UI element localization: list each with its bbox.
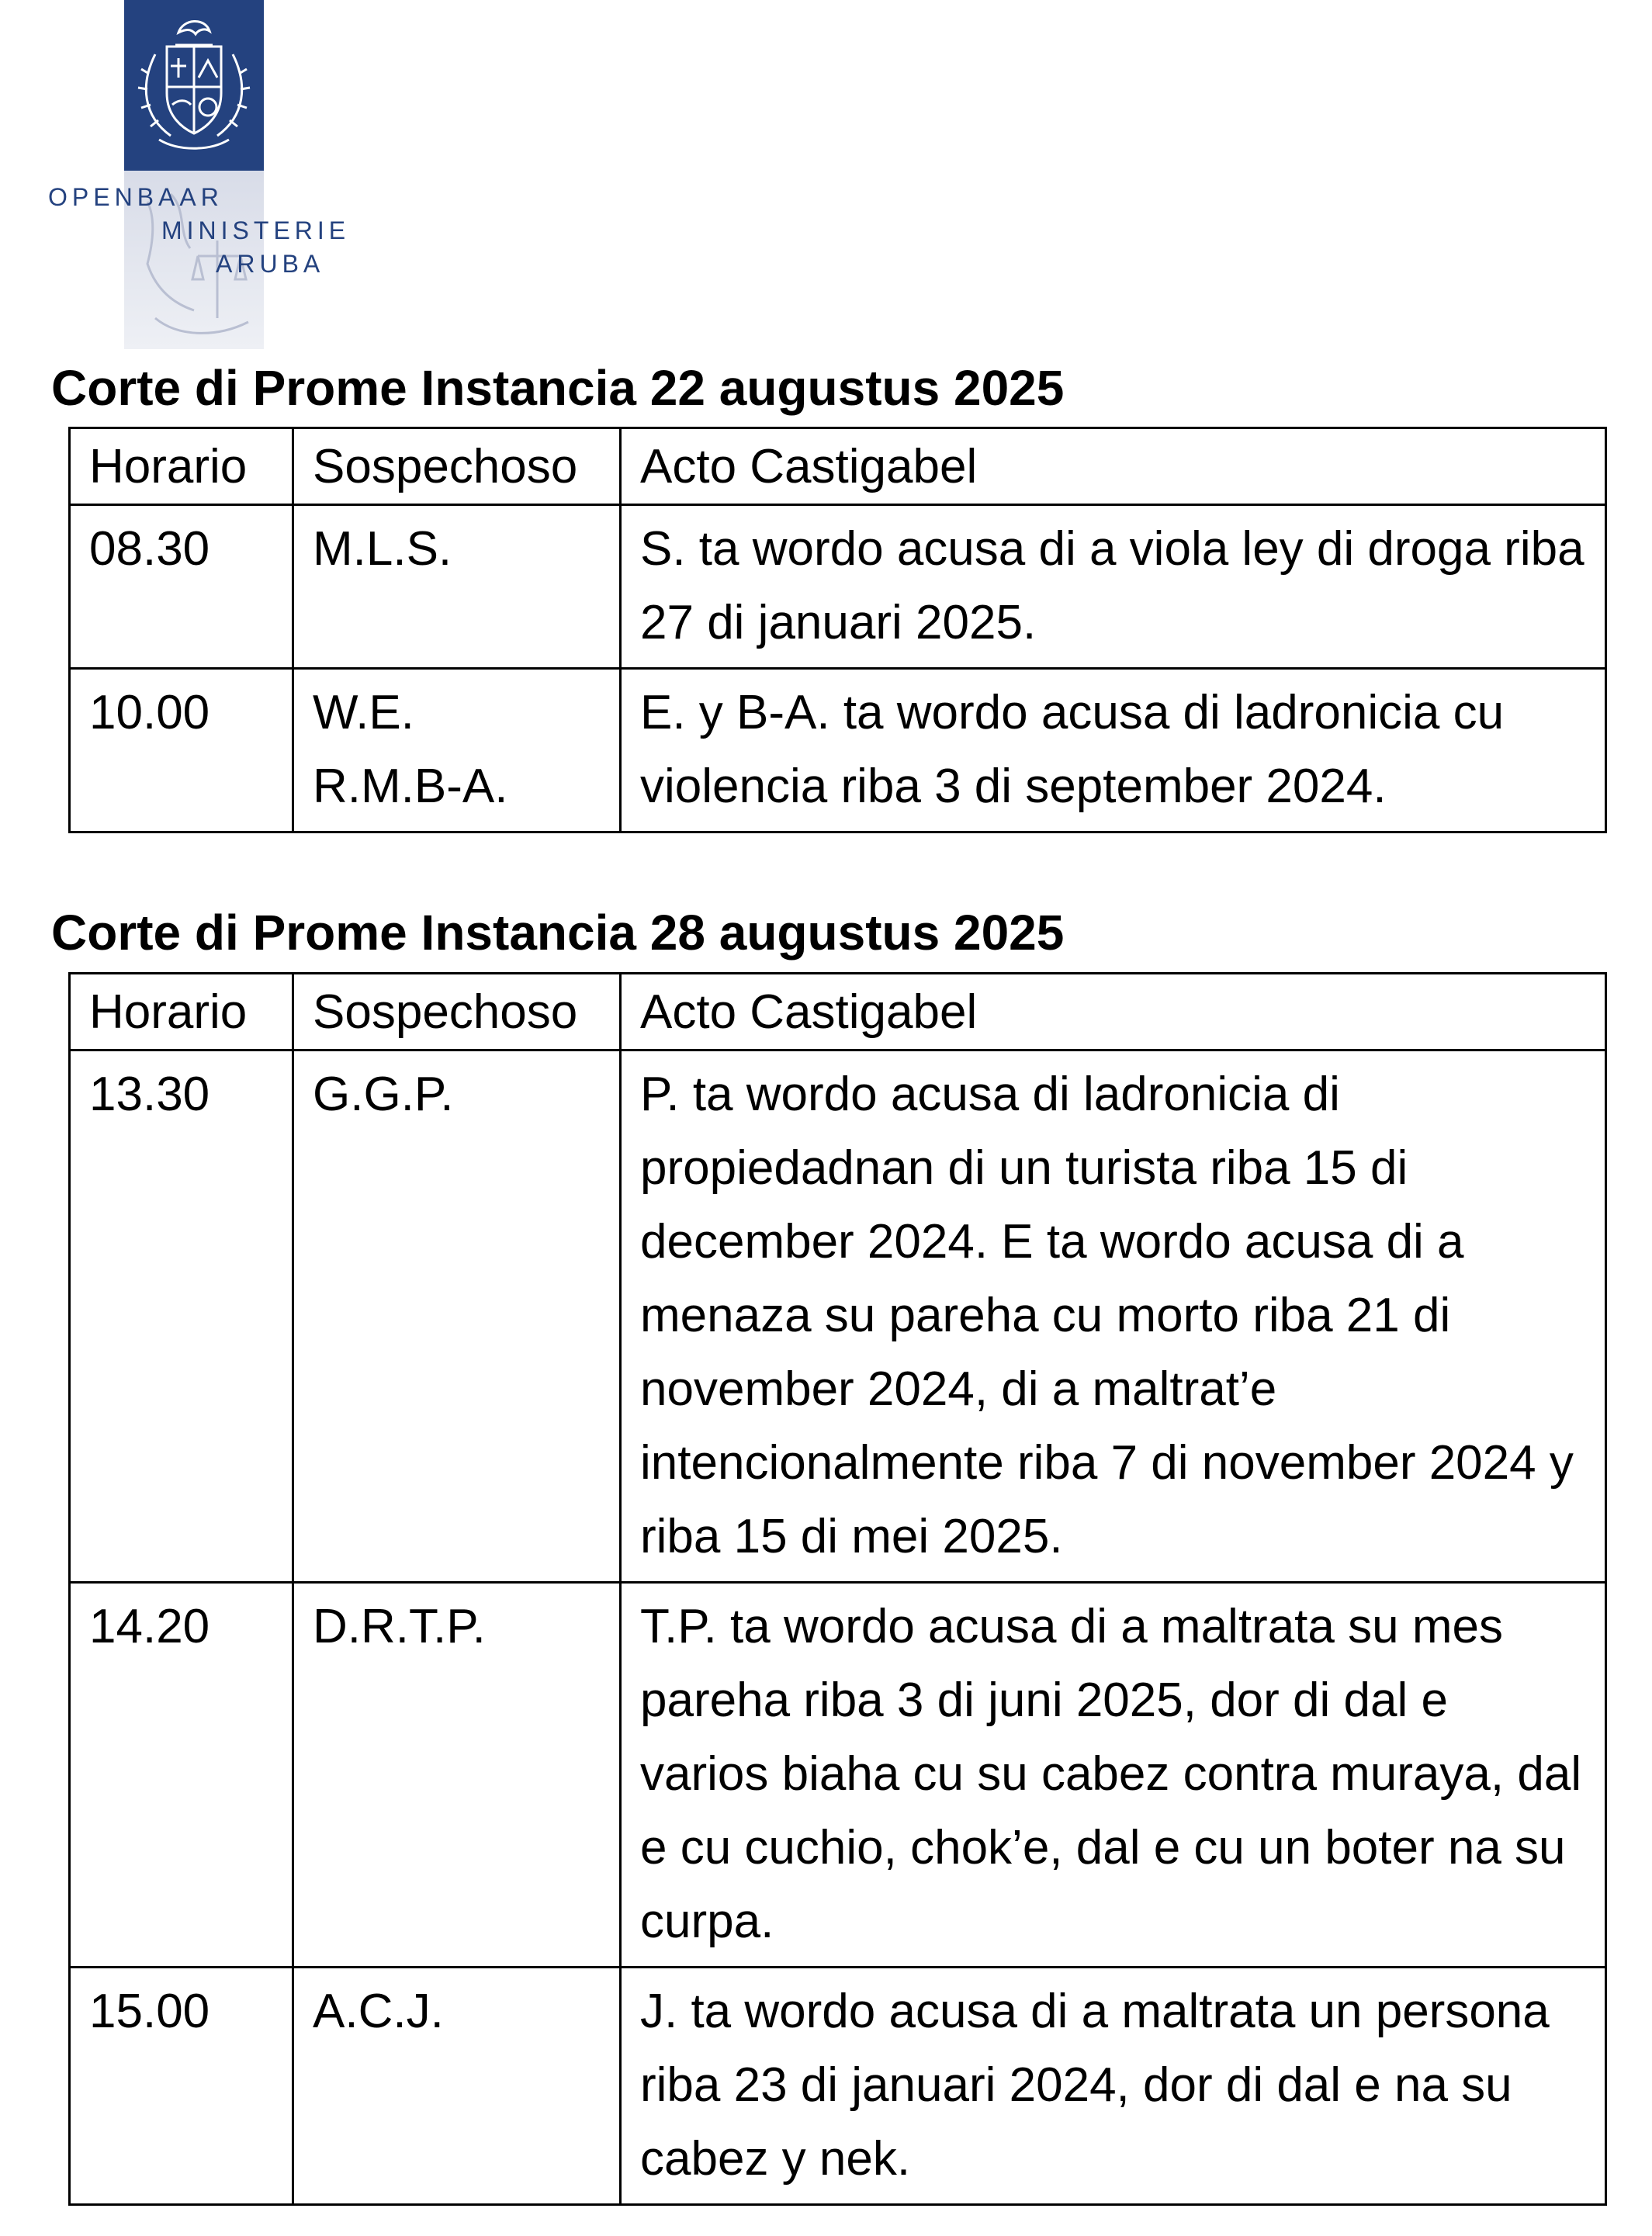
- cell-time: 10.00: [70, 669, 293, 832]
- cell-offense: E. y B-A. ta wordo acusa di ladronicia cu violencia riba 3 di september 2024.: [621, 669, 1606, 832]
- cell-suspect: A.C.J.: [293, 1968, 621, 2205]
- table-row: [70, 1051, 1606, 1583]
- header-offense: Acto Castigabel: [621, 428, 1606, 505]
- logo-text-line-2: MINISTERIE: [161, 216, 351, 244]
- cell-suspect: D.R.T.P.: [293, 1583, 621, 1968]
- table-row: [70, 505, 1606, 669]
- cell-offense: P. ta wordo acusa di ladronicia di propiedadnan di un turista riba 15 di december 2024. E ta wordo acusa di a menaza su pareha cu morto riba 21 di november 2024, di a maltrat’e intencionalmente riba 7 di november 2024 y riba 15 di mei 2025.: [621, 1051, 1606, 1583]
- logo-text-line-3: ARUBA: [216, 250, 325, 278]
- table-header-row: [70, 974, 1606, 1051]
- session-heading-2: Corte di Prome Instancia 28 augustus 2025: [51, 905, 1065, 961]
- cell-time: 08.30: [70, 505, 293, 669]
- cell-suspect: M.L.S.: [293, 505, 621, 669]
- header-offense: Acto Castigabel: [621, 974, 1606, 1051]
- logo-text-line-1: OPENBAAR: [48, 183, 223, 211]
- table-row: [70, 669, 1606, 832]
- cell-offense: T.P. ta wordo acusa di a maltrata su mes pareha riba 3 di juni 2025, dor di dal e varios biaha cu su cabez contra muraya, dal e cu cuchio, chok’e, dal e cu un boter na su curpa.: [621, 1583, 1606, 1968]
- header-time: Horario: [70, 974, 293, 1051]
- cell-offense: J. ta wordo acusa di a maltrata un persona riba 23 di januari 2024, dor di dal e na su cabez y nek.: [621, 1968, 1606, 2205]
- table-row: [70, 1583, 1606, 1968]
- cell-suspect: W.E. R.M.B-A.: [293, 669, 621, 832]
- table-row: [70, 1968, 1606, 2205]
- session-heading-1: Corte di Prome Instancia 22 augustus 2025: [51, 360, 1065, 416]
- schedule-table-1: [68, 427, 1607, 833]
- header-suspect: Sospechoso: [293, 428, 621, 505]
- cell-offense: S. ta wordo acusa di a viola ley di droga riba 27 di januari 2025.: [621, 505, 1606, 669]
- cell-time: 15.00: [70, 1968, 293, 2205]
- logo-emblem-panel: [124, 0, 264, 171]
- schedule-table-2: [68, 972, 1607, 2206]
- header-time: Horario: [70, 428, 293, 505]
- header-suspect: Sospechoso: [293, 974, 621, 1051]
- cell-time: 14.20: [70, 1583, 293, 1968]
- coat-of-arms-icon: [124, 0, 264, 171]
- cell-suspect: G.G.P.: [293, 1051, 621, 1583]
- table-header-row: [70, 428, 1606, 505]
- cell-time: 13.30: [70, 1051, 293, 1583]
